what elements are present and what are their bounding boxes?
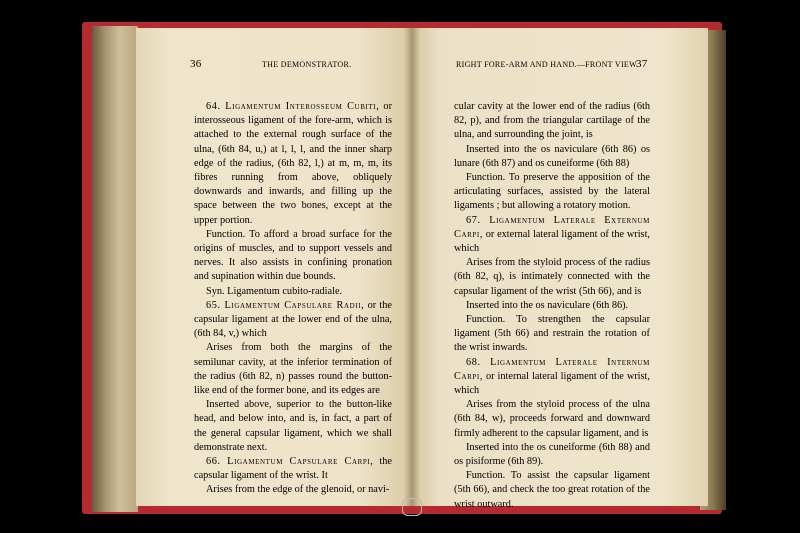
paragraph [454, 356, 650, 399]
ribbon-loop [402, 498, 422, 516]
ligament-heading: 64. Ligamentum Interosseum Cubiti, [206, 101, 380, 112]
paragraph-body: Inserted into the os naviculare (6th 86) os lunare (6th 87) and os cuneiforme (6th 88) [454, 143, 650, 169]
paragraph-body: Syn. Ligamentum cubito-radiale. [206, 285, 343, 297]
paragraph [454, 313, 650, 356]
paragraph [454, 256, 650, 299]
paragraph [194, 100, 392, 228]
paragraph-body: Function. To afford a broad surface for the origins of muscles, and to support vessels and nerves. It also assists in confining pronation and supination within due bounds. [194, 228, 392, 283]
paragraph-body: Inserted into the os cuneiforme (6th 88) and os pisiforme (6th 89). [454, 441, 650, 468]
right-page-text [454, 100, 650, 512]
book-gutter [404, 28, 420, 506]
paragraph-body: or external lateral ligament of the wrist, which [454, 228, 650, 255]
paragraph [194, 341, 392, 398]
paragraph [454, 214, 650, 257]
paragraph-body: Function. To strengthen the capsular ligament (5th 66) and restrain the rotation of the wrist inwards. [454, 314, 650, 354]
left-running-head: THE DEMONSTRATOR. [262, 60, 352, 69]
paragraph [454, 398, 650, 441]
paragraph-body: or interosseous ligament of the fore-arm, which is attached to the external rough surface of the ulna, (6th 84, u,) at l, l, l, and the inner sharp edge of the radius, (6th 82, l,) at m, m, m, its fibres running from above, obliquely downwards and inwards, and filling up the space between the two bones, except at the upper portion. [194, 101, 392, 226]
paragraph [194, 455, 392, 483]
paragraph [194, 299, 392, 342]
right-running-head: RIGHT FORE-ARM AND HAND.—FRONT VIEW. [456, 60, 639, 69]
paragraph-body: the capsular ligament of the wrist. It [194, 456, 393, 482]
ligament-heading: 67. Ligamentum Laterale Externum Carpi, [454, 214, 650, 240]
paragraph-body: Arises from the edge of the glenoid, or navi- [206, 484, 390, 496]
ligament-heading: 66. Ligamentum Capsulare Carpi, [206, 456, 374, 468]
paragraph [454, 299, 650, 313]
ligament-heading: 68. Ligamentum Laterale Internum Carpi, [454, 356, 650, 382]
right-page-number: 37 [636, 58, 648, 70]
paragraph [194, 398, 392, 455]
paragraph [454, 143, 650, 171]
paragraph-body: Function. To assist the capsular ligament (5th 66), and check the too great rotation of the wrist outward. [454, 470, 650, 510]
paragraph-body: or internal lateral ligament of the wrist, which [454, 370, 650, 397]
paragraph [194, 228, 392, 285]
paragraph [454, 469, 650, 512]
paragraph [454, 171, 650, 214]
paragraph-body: Inserted into the os naviculare (6th 86). [466, 299, 629, 311]
page-edges-left [92, 26, 138, 512]
ligament-heading: 65. Ligamentum Capsulare Radii, [206, 299, 365, 311]
left-page-number: 36 [190, 58, 202, 70]
paragraph-body: Arises from the styloid process of the ulna (6th 84, w), proceeds forward and downward firmly adherent to the capsular ligament, and is [454, 399, 650, 439]
paragraph [194, 483, 392, 497]
left-page-text [194, 100, 392, 498]
paragraph-body: cular cavity at the lower end of the radius (6th 82, p), and from the triangular cartilage of the ulna, and surrounding the joint, is [454, 101, 650, 141]
paragraph [454, 100, 650, 143]
paragraph-body: Arises from both the margins of the semilunar cavity, at the inferior termination of the radius (6th 82, n) passes round the button-like end of the former bone, and its edges are [194, 342, 392, 397]
paragraph-body: Inserted above, superior to the button-like head, and below into, and is, in fact, a part of the general capsular ligament, which we shall demonstrate next. [194, 399, 392, 453]
paragraph-body: Arises from the styloid process of the radius (6th 82, q), is intimately connected with the capsular ligament of the wrist (5th 66), and is [454, 257, 650, 297]
paragraph-body: Function. To preserve the apposition of the articulating surfaces, assisted by the lateral ligaments ; but allowing a rotatory motion. [454, 172, 650, 212]
paragraph-body: or the capsular ligament at the lower end of the ulna, (6th 84, v,) which [194, 299, 393, 340]
paragraph [454, 441, 650, 469]
paragraph [194, 285, 392, 299]
